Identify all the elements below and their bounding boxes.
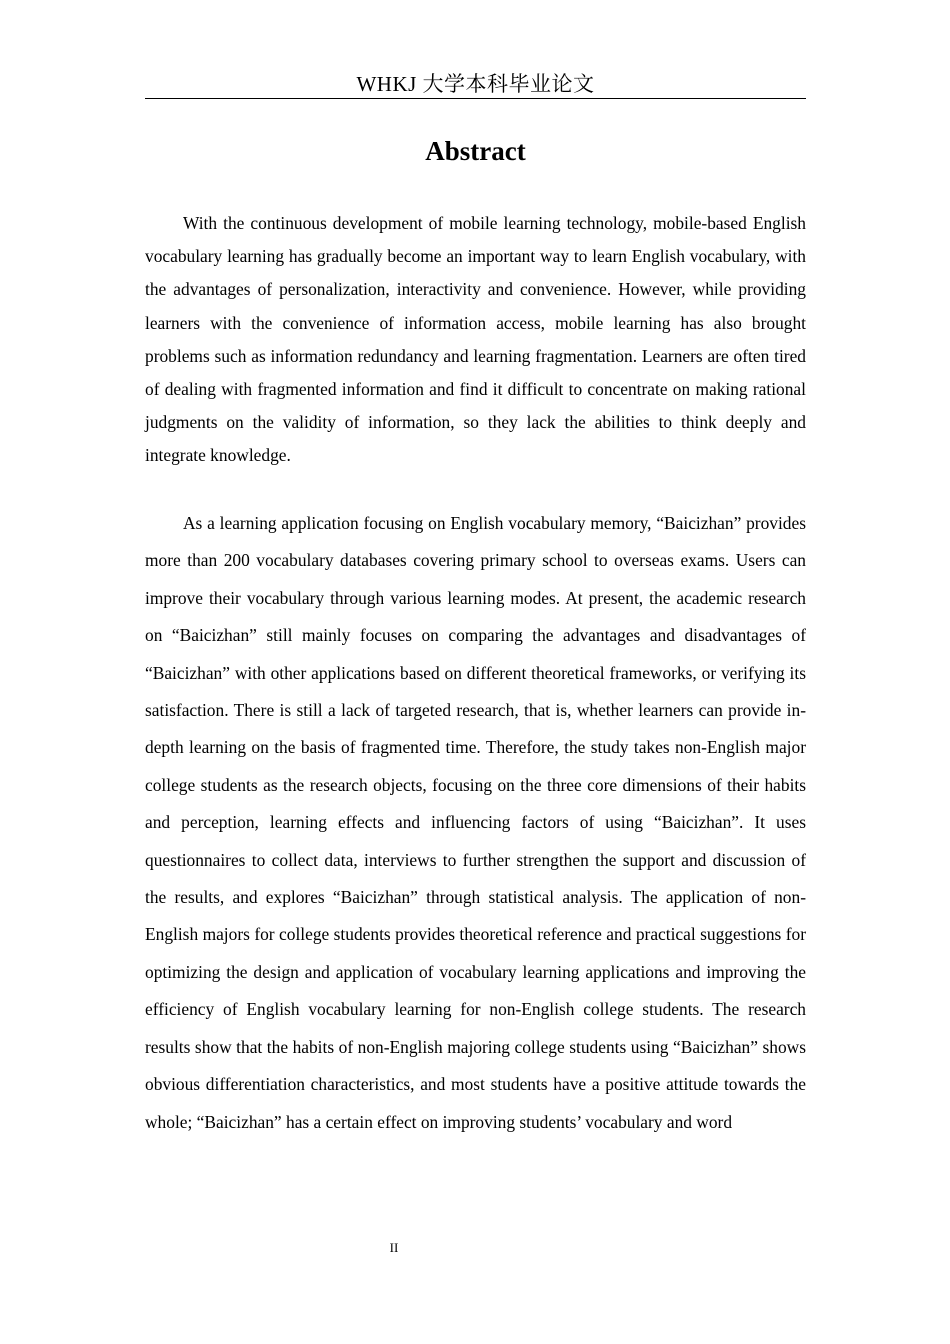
abstract-paragraph-1: With the continuous development of mobile learning technology, mobile-based English vocabulary learning has gradually become an important way to learn English vocabulary, with the advantages of personalization, interactivity and convenience. However, while providing learners with the convenience of information access, mobile learning has also brought problems such as information redundancy and learning fragmentation. Learners are often tired of dealing with fragmented information and find it difficult to concentrate on making rational judgments on the validity of information, so they lack the abilities to think deeply and integrate knowledge.	[145, 213, 806, 466]
page-number: II	[389, 1240, 399, 1255]
page-title: Abstract	[425, 136, 526, 166]
running-header: WHKJ 大学本科毕业论文	[356, 72, 595, 96]
abstract-paragraph-2: As a learning application focusing on English vocabulary memory, “Baicizhan” provides more than 200 vocabulary databases covering primary school to overseas exams. Users can improve their vocabulary through various learning modes. At present, the academic research on “Baicizhan” still mainly focuses on comparing the advantages and disadvantages of “Baicizhan” with other applications based on different theoretical frameworks, or verifying its satisfaction. There is still a lack of targeted research, that is, whether learners can provide in-depth learning on the basis of fragmented time. Therefore, the study takes non-English major college students as the research objects, focusing on the three core dimensions of their habits and perception, learning effects and influencing factors of using “Baicizhan”. It uses questionnaires to collect data, interviews to further strengthen the support and discussion of the results, and explores “Baicizhan” through statistical analysis. The application of non-English majors for college students provides theoretical reference and practical suggestions for optimizing the design and application of vocabulary learning applications and improving the efficiency of English vocabulary learning for non-English college students. The research results show that the habits of non-English majoring college students using “Baicizhan” shows obvious differentiation characteristics, and most students have a positive attitude towards the whole; “Baicizhan” has a certain effect on improving students’ vocabulary and word	[145, 513, 806, 1132]
header-divider	[145, 98, 806, 99]
